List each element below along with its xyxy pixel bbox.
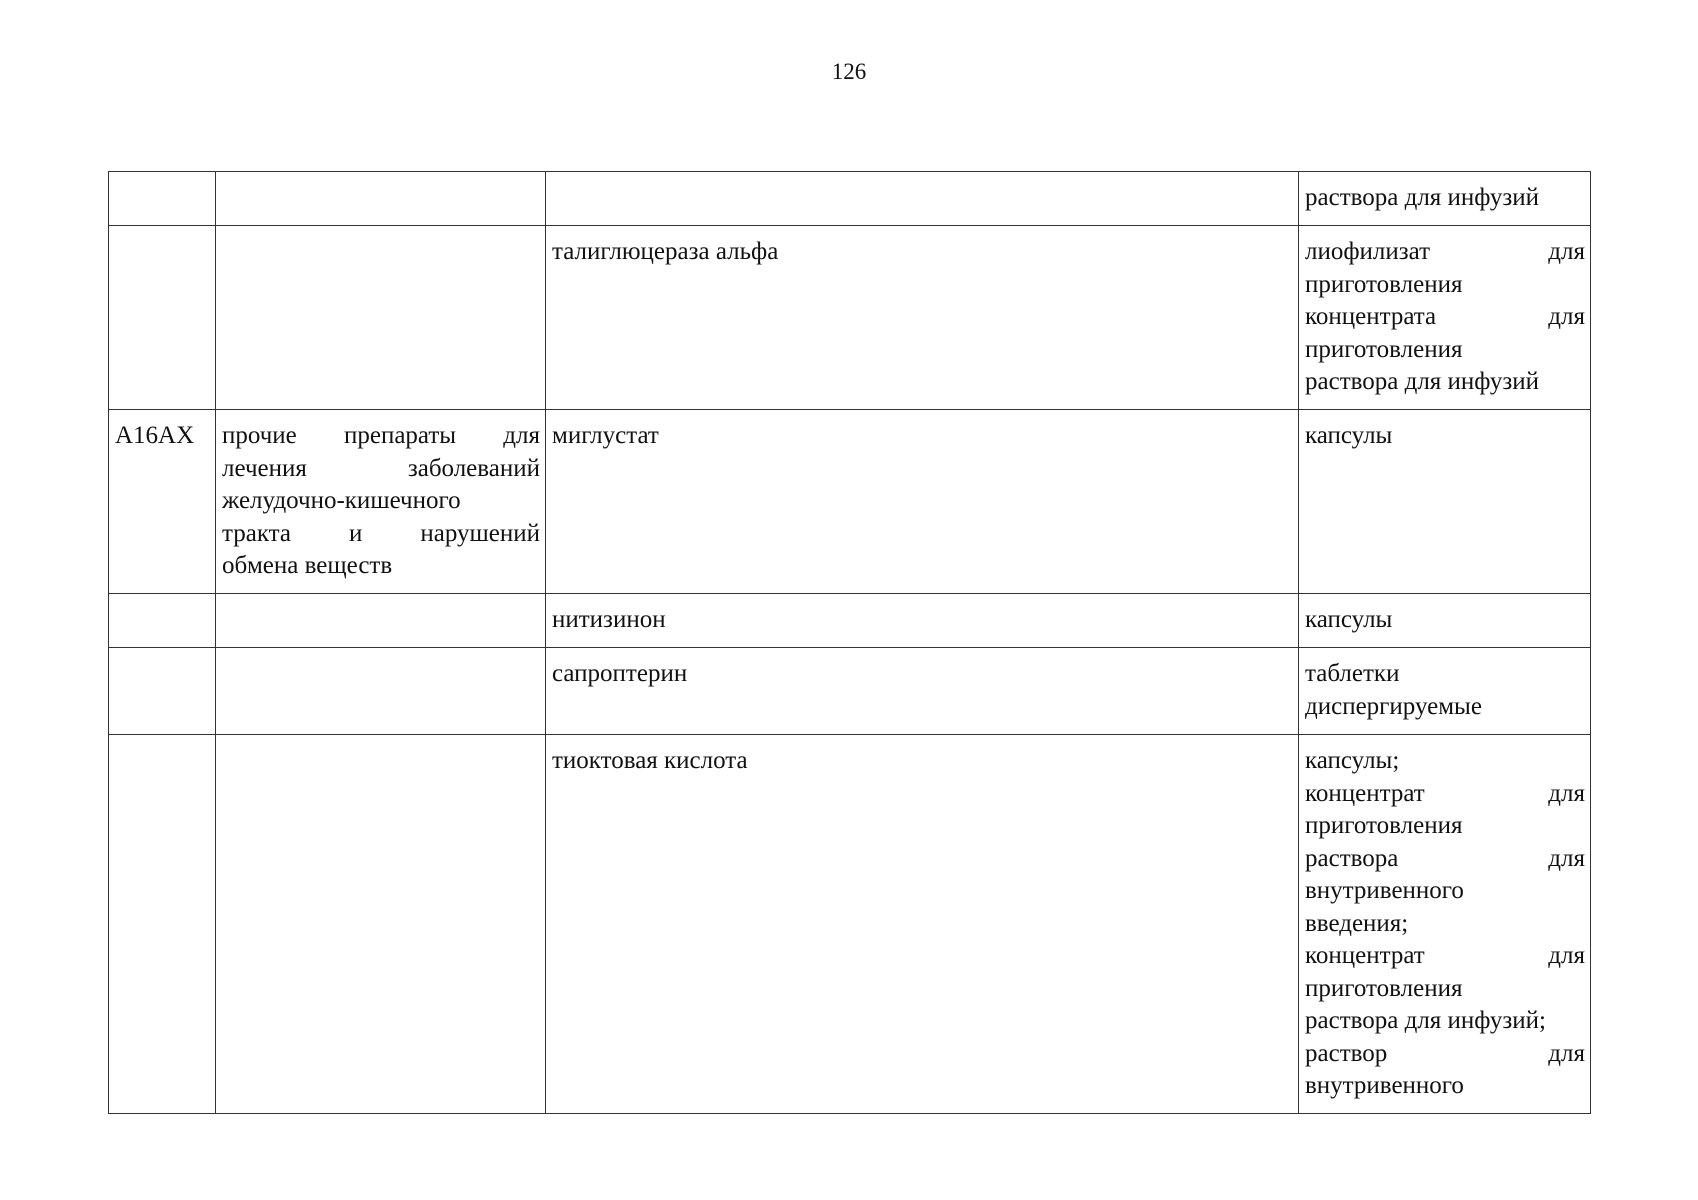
atc-code-cell — [109, 172, 216, 226]
drug-name-cell: сапроптерин — [546, 648, 1299, 735]
table-row — [109, 648, 1591, 735]
dosage-form-line: концентрат для — [1305, 942, 1585, 969]
group-line: желудочно-кишечного — [222, 487, 461, 514]
dosage-form-line: раствора для инфузий; — [1305, 1007, 1546, 1034]
table-row — [109, 172, 1591, 226]
group-line: обмена веществ — [222, 552, 393, 579]
atc-code-cell — [109, 226, 216, 410]
dosage-form-line: раствор для — [1305, 1039, 1585, 1067]
table-row — [109, 410, 1591, 594]
group-line: лечения заболеваний — [222, 454, 540, 482]
atc-code-cell: A16AX — [109, 410, 216, 594]
dosage-form-line: раствора для инфузий — [1305, 184, 1540, 211]
dosage-form-line: приготовления — [1305, 974, 1463, 1002]
dosage-form-cell — [1299, 648, 1591, 735]
dosage-form-line: концентрат для — [1305, 779, 1585, 807]
atc-code-cell — [109, 594, 216, 648]
dosage-form-line: таблетки — [1305, 660, 1400, 687]
dosage-form-line: раствора для инфузий — [1305, 368, 1540, 395]
dosage-form-cell — [1299, 172, 1591, 226]
group-cell — [216, 172, 546, 226]
dosage-form-cell — [1299, 735, 1591, 1114]
group-cell — [216, 226, 546, 410]
dosage-form-line: приготовления — [1305, 812, 1463, 839]
dosage-form-line: введения; — [1305, 909, 1409, 937]
dosage-form-line: диспергируемые — [1305, 692, 1482, 720]
dosage-form-line: лиофилизат для — [1305, 238, 1585, 265]
group-cell — [216, 735, 546, 1114]
drug-name-cell — [546, 172, 1299, 226]
group-cell — [216, 648, 546, 735]
dosage-form-line: раствора для — [1305, 844, 1585, 872]
drug-name-cell: тиоктовая кислота — [546, 735, 1299, 1114]
drug-name-cell: талиглюцераза альфа — [546, 226, 1299, 410]
dosage-form-line: внутривенного — [1305, 877, 1464, 904]
group-line: тракта и нарушений — [222, 519, 540, 547]
dosage-form-cell — [1299, 410, 1591, 594]
table-row — [109, 735, 1591, 1114]
dosage-form-line: капсулы; — [1305, 747, 1400, 774]
page-number: 126 — [831, 59, 867, 84]
dosage-form-cell — [1299, 226, 1591, 410]
group-line: прочие препараты для — [222, 422, 540, 449]
dosage-form-line: капсулы — [1305, 422, 1393, 449]
group-cell — [216, 594, 546, 648]
table-row — [109, 226, 1591, 410]
drug-name-cell: нитизинон — [546, 594, 1299, 648]
dosage-form-line: концентрата для — [1305, 303, 1585, 330]
drug-table — [108, 171, 1591, 1114]
dosage-form-line: внутривенного — [1305, 1072, 1464, 1099]
dosage-form-line: приготовления — [1305, 335, 1463, 363]
dosage-form-line: приготовления — [1305, 270, 1463, 298]
atc-code-cell — [109, 735, 216, 1114]
table-row — [109, 594, 1591, 648]
dosage-form-cell — [1299, 594, 1591, 648]
drug-name-cell: миглустат — [546, 410, 1299, 594]
atc-code-cell — [109, 648, 216, 735]
group-cell — [216, 410, 546, 594]
dosage-form-line: капсулы — [1305, 606, 1393, 633]
